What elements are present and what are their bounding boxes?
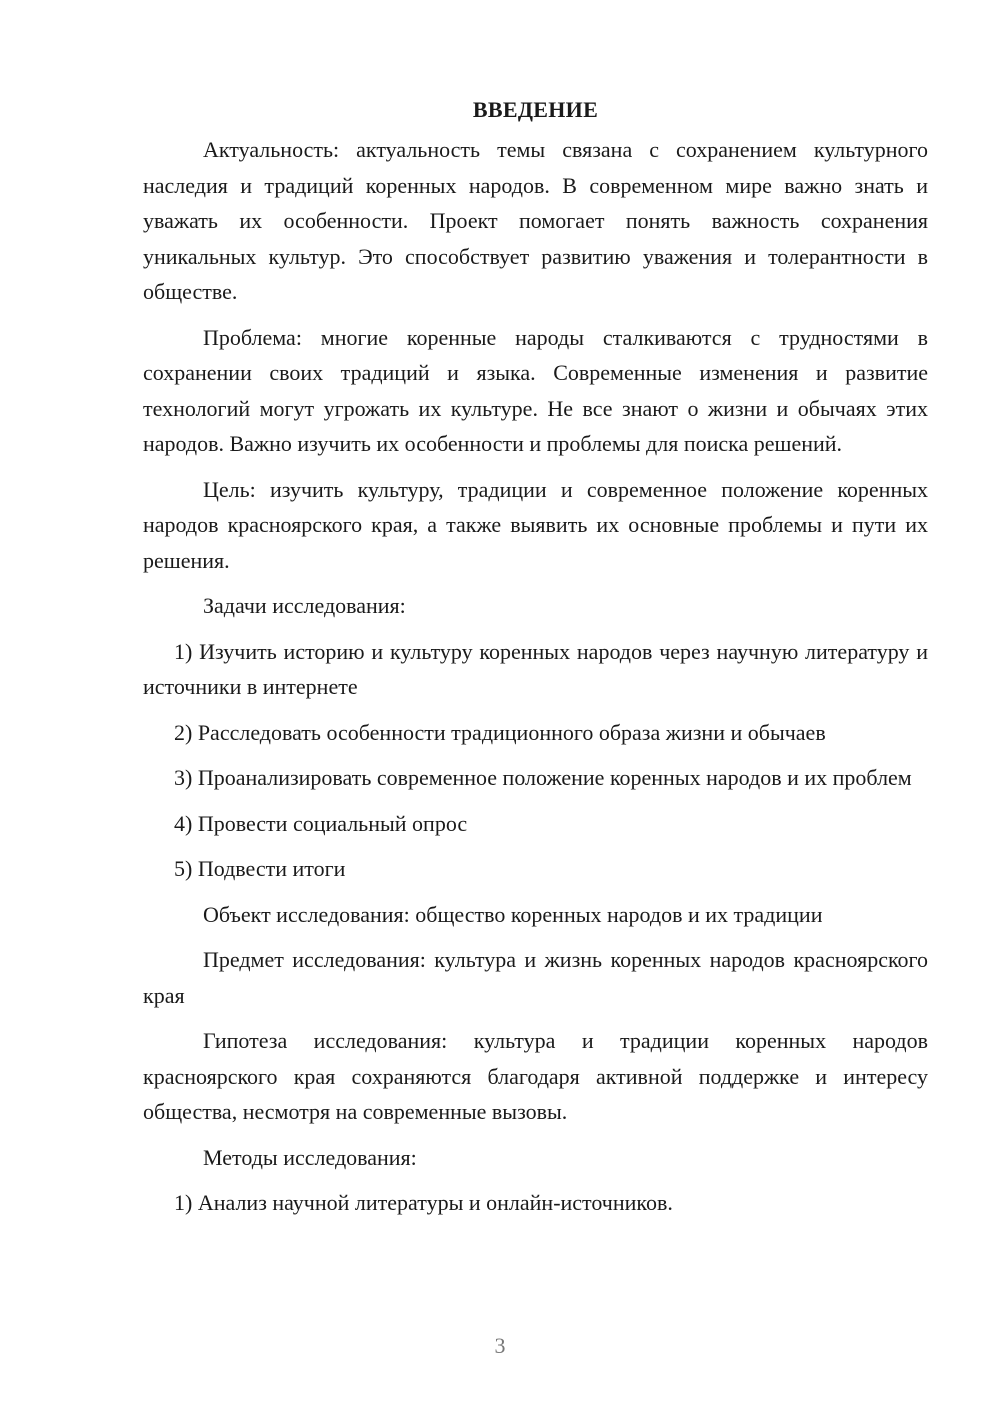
object-paragraph: Объект исследования: общество коренных народов и их традиции — [203, 901, 823, 927]
goal-paragraph: Цель: изучить культуру, традиции и современное положение коренных народов красноярского края, а также выявить их основные проблемы и пути их решения. — [143, 476, 928, 573]
hypothesis-paragraph: Гипотеза исследования: культура и традиции коренных народов красноярского края сохраняются благодаря активной поддержке и интересу общества, несмотря на современные вызовы. — [143, 1028, 928, 1124]
page-number: 3 — [494, 1333, 506, 1358]
subject-paragraph: Предмет исследования: культура и жизнь коренных народов красноярского края — [143, 947, 928, 1008]
methods-heading: Методы исследования: — [203, 1144, 417, 1170]
task-item: 2) Расследовать особенности традиционного образа жизни и обычаев — [174, 719, 826, 745]
tasks-heading: Задачи исследования: — [203, 593, 406, 618]
method-item: 1) Анализ научной литературы и онлайн-источников. — [174, 1190, 673, 1215]
task-item: 5) Подвести итоги — [174, 856, 346, 881]
document-page — [143, 92, 928, 1231]
page-title: ВВЕДЕНИЕ — [472, 97, 599, 122]
task-item: 3) Проанализировать современное положение коренных народов и их проблем — [174, 765, 912, 790]
problem-paragraph: Проблема: многие коренные народы сталкиваются с трудностями в сохранении своих традиций и языка. Современные изменения и развитие технологий могут угрожать их культуре. Не все знают о жизни и обычаях этих народов. Важно изучить их особенности и проблемы для поиска решений. — [143, 324, 928, 456]
task-item: 1) Изучить историю и культуру коренных народов через научную литературу и источники в интернете — [143, 638, 928, 699]
task-item: 4) Провести социальный опрос — [174, 810, 468, 836]
relevance-paragraph: Актуальность: актуальность темы связана с сохранением культурного наследия и традиций коренных народов. В современном мире важно знать и уважать их особенности. Проект помогает понять важность сохранения уникальных культур. Это способствует развитию уважения и толерантности в обществе. — [143, 137, 928, 304]
